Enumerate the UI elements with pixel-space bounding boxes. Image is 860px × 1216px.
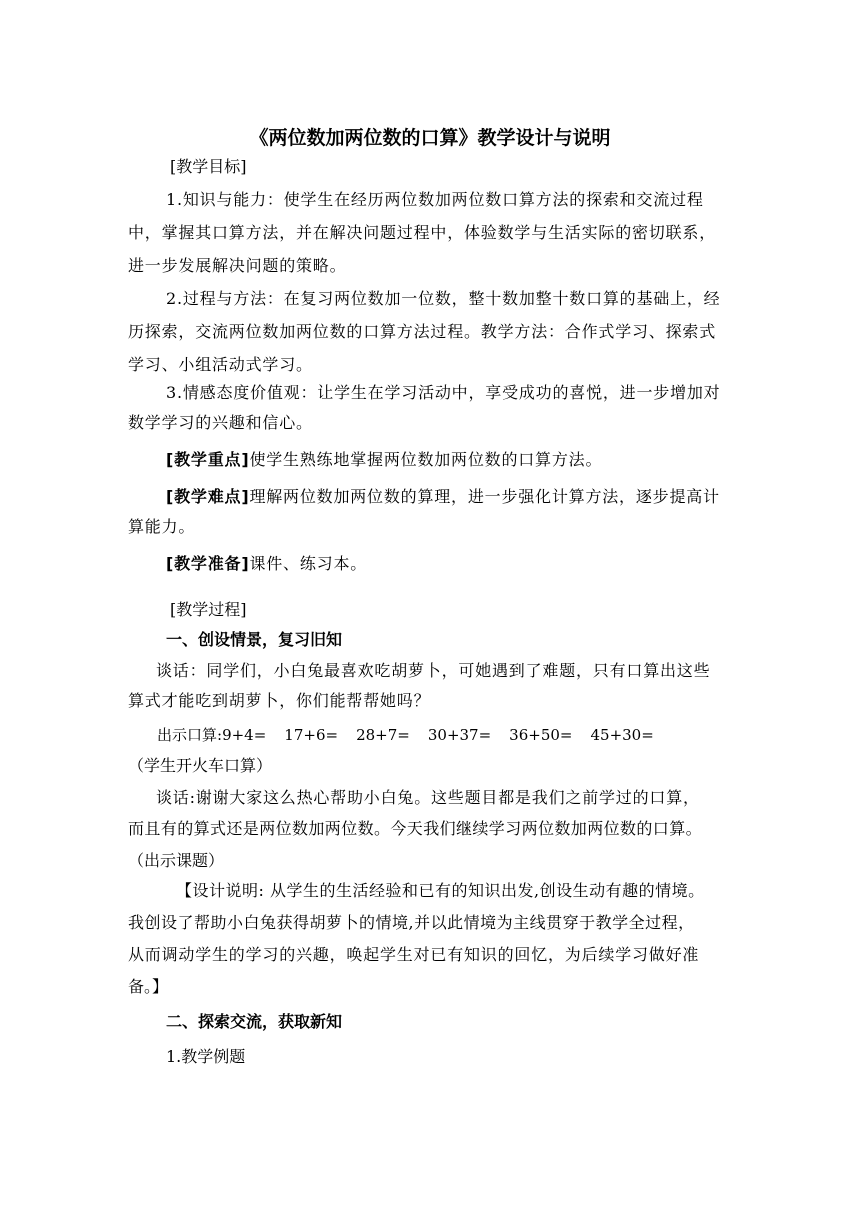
exercise-item: 45+30= bbox=[590, 726, 654, 744]
activity-note: （学生开火车口算） bbox=[128, 756, 273, 775]
goal1-line3: 进一步发展解决问题的策略。 bbox=[128, 256, 347, 275]
preparation-label: [教学准备] bbox=[166, 554, 250, 573]
talk2-line3: （出示课题） bbox=[128, 851, 225, 870]
exercise-item: 30+37= bbox=[427, 726, 492, 744]
goal1-line2: 中，掌握其口算方法，并在解决问题过程中，体验数学与生活实际的密切联系， bbox=[128, 223, 717, 242]
talk1-line2: 算式才能吃到胡萝卜，你们能帮帮她吗？ bbox=[128, 691, 431, 710]
goal3-line1: 3.情感态度价值观：让学生在学习活动中，享受成功的喜悦，进一步增加对 bbox=[166, 383, 721, 402]
process-heading: [教学过程] bbox=[170, 600, 247, 619]
goal2-line1: 2.过程与方法：在复习两位数加一位数，整十数加整十数口算的基础上，经 bbox=[166, 289, 721, 308]
preparation-text: 课件、练习本。 bbox=[249, 554, 368, 573]
difficulty-label: [教学难点] bbox=[166, 487, 250, 506]
section2-heading: 二、探索交流，获取新知 bbox=[166, 1012, 343, 1031]
exercise-item: 9+4= bbox=[222, 726, 267, 744]
exercise-row bbox=[157, 725, 654, 745]
design-note-line1: 【设计说明: 从学生的生活经验和已有的知识出发,创设生动有趣的情境。 bbox=[176, 881, 705, 900]
difficulty-text: 理解两位数加两位数的算理，进一步强化计算方法，逐步提高计 bbox=[249, 487, 720, 506]
talk2-line2: 而且有的算式还是两位数加两位数。今天我们继续学习两位数加两位数的口算。 bbox=[128, 819, 703, 838]
exercise-item: 36+50= bbox=[509, 726, 573, 744]
exercise-item: 28+7= bbox=[356, 726, 410, 744]
design-note-line2: 我创设了帮助小白兔获得胡萝卜的情境,并以此情境为主线贯穿于教学全过程， bbox=[128, 913, 695, 932]
section1-heading: 一、创设情景，复习旧知 bbox=[166, 630, 343, 649]
design-note-line3: 从而调动学生的学习的兴趣，唤起学生对已有知识的回忆，为后续学习做好准 bbox=[128, 945, 700, 964]
goal2-line3: 学习、小组活动式学习。 bbox=[128, 355, 313, 374]
section2-item1: 1.教学例题 bbox=[166, 1047, 246, 1066]
difficulty-line2: 算能力。 bbox=[128, 517, 196, 536]
goal1-line1: 1.知识与能力：使学生在经历两位数加两位数口算方法的探索和交流过程 bbox=[166, 190, 704, 209]
focus-paragraph bbox=[166, 450, 602, 470]
focus-text: 使学生熟练地掌握两位数加两位数的口算方法。 bbox=[249, 450, 603, 469]
difficulty-line1 bbox=[166, 487, 720, 507]
goals-heading: [教学目标] bbox=[170, 157, 247, 176]
preparation-paragraph bbox=[166, 554, 367, 574]
talk1-line1: 谈话：同学们，小白兔最喜欢吃胡萝卜，可她遇到了难题，只有口算出这些 bbox=[156, 661, 711, 680]
exercise-label: 出示口算: bbox=[157, 726, 223, 744]
design-note-line4: 备。】 bbox=[128, 977, 169, 996]
goal2-line2: 历探索，交流两位数加两位数的口算方法过程。教学方法：合作式学习、探索式 bbox=[128, 322, 717, 341]
talk2-line1: 谈话:谢谢大家这么热心帮助小白兔。这些题目都是我们之前学过的口算， bbox=[156, 788, 700, 807]
focus-label: [教学重点] bbox=[166, 450, 250, 469]
exercise-item: 17+6= bbox=[284, 726, 339, 744]
document-title: 《两位数加两位数的口算》教学设计与说明 bbox=[249, 127, 611, 149]
goal3-line2: 数学学习的兴趣和信心。 bbox=[128, 413, 313, 432]
